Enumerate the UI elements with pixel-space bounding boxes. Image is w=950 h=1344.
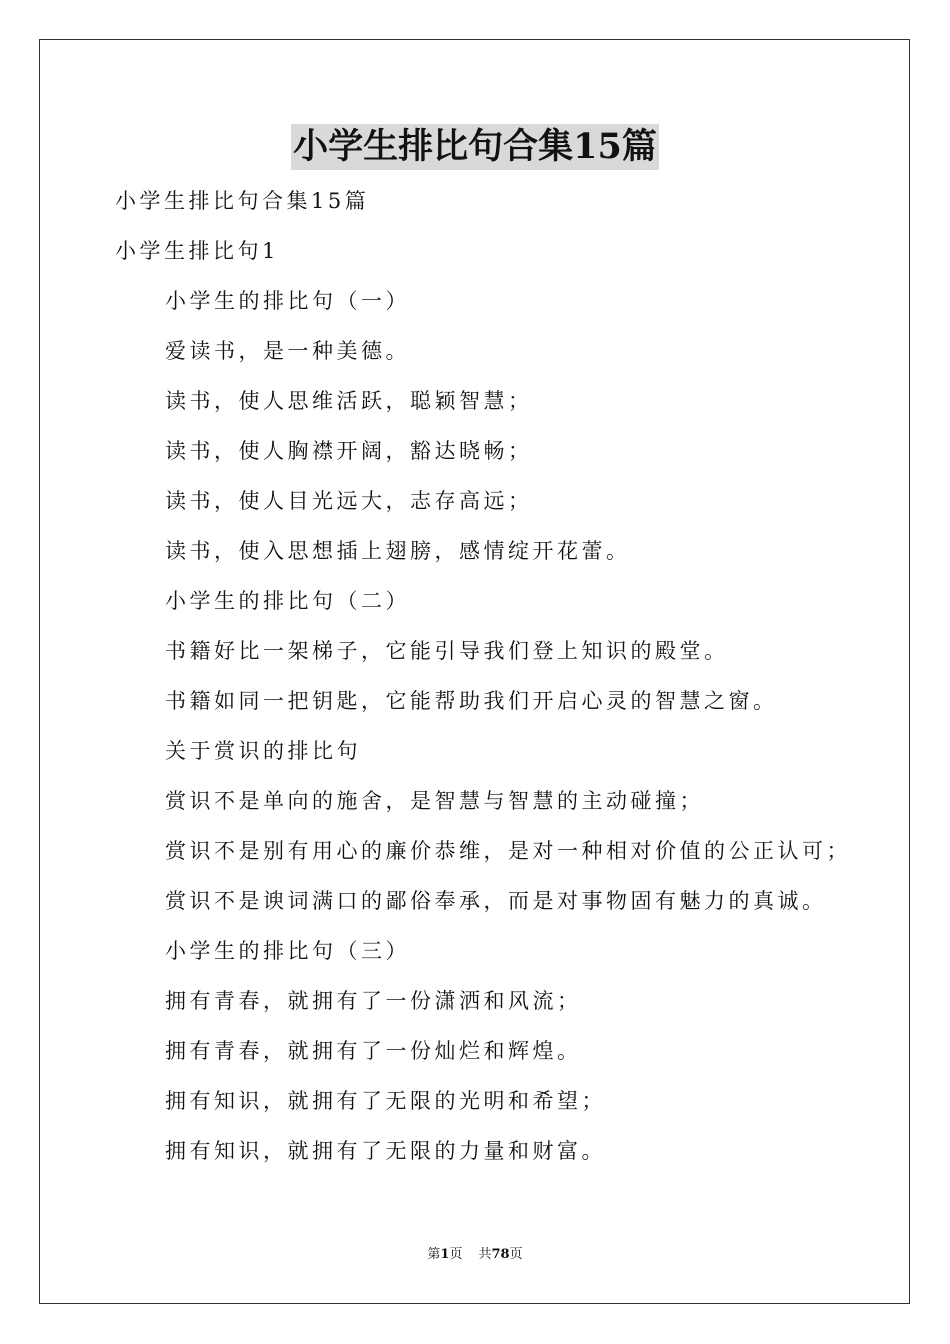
document-body [115,176,851,1176]
paragraph-line: 读书，使人胸襟开阔，豁达晓畅； [165,439,533,463]
footer-total-suffix: 页 [509,1247,523,1262]
paragraph-line: 小学生的排比句（一） [165,289,410,313]
footer-page-suffix: 页 [449,1247,463,1262]
footer-total-prefix: 共 [478,1247,492,1262]
paragraph-line: 拥有青春，就拥有了一份灿烂和辉煌。 [165,1039,582,1063]
paragraph-line: 赏识不是谀词满口的鄙俗奉承，而是对事物固有魅力的真诚。 [165,889,827,913]
paragraph-line: 关于赏识的排比句 [165,739,361,763]
document-title-text: 小学生排比句合集15篇 [291,124,659,170]
paragraph-line: 书籍好比一架梯子，它能引导我们登上知识的殿堂。 [165,639,729,663]
paragraph-line: 赏识不是别有用心的廉价恭维，是对一种相对价值的公正认可； [165,839,851,863]
paragraph-line: 拥有知识，就拥有了无限的光明和希望； [165,1089,606,1113]
paragraph-line: 读书，使人思维活跃，聪颖智慧； [165,389,533,413]
footer-page-prefix: 第 [427,1247,441,1262]
paragraph-line: 爱读书，是一种美德。 [165,339,410,363]
footer-page-number: 1 [440,1247,450,1262]
paragraph-line: 小学生的排比句（二） [165,589,410,613]
footer-total-number: 78 [491,1247,510,1262]
paragraph-line: 拥有青春，就拥有了一份潇洒和风流； [165,989,582,1013]
paragraph-line: 小学生排比句1 [115,239,279,263]
page-footer [0,1245,950,1265]
paragraph-line: 读书，使入思想插上翅膀，感情绽开花蕾。 [165,539,631,563]
paragraph-line: 书籍如同一把钥匙，它能帮助我们开启心灵的智慧之窗。 [165,689,778,713]
paragraph-line: 拥有知识，就拥有了无限的力量和财富。 [165,1139,606,1163]
paragraph-line: 小学生排比句合集15篇 [115,189,370,213]
paragraph-line: 赏识不是单向的施舍，是智慧与智慧的主动碰撞； [165,789,704,813]
paragraph-line: 读书，使人目光远大，志存高远； [165,489,533,513]
document-title [0,124,950,170]
paragraph-line: 小学生的排比句（三） [165,939,410,963]
